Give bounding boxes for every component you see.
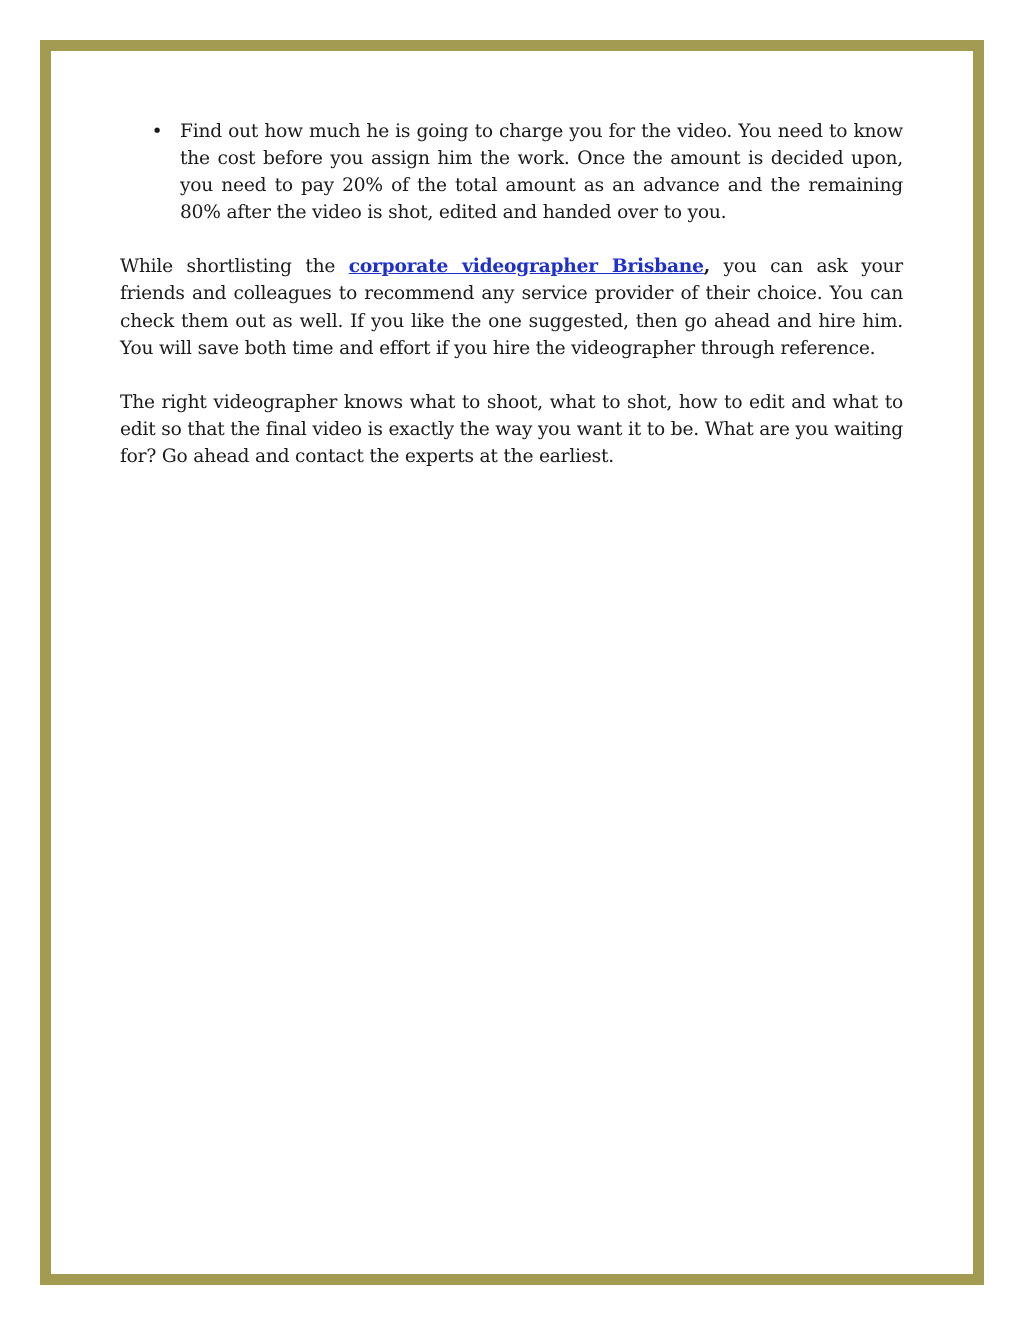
paragraph-text-after-link: you can ask your friends and colleagues to recommend any service provider of their choice. You can check them out as well. If you like the one suggested, then go ahead and hire him. You will save both time and effort if you hire the videographer through reference. bbox=[120, 256, 903, 359]
paragraph-shortlisting bbox=[120, 253, 903, 361]
paragraph-text-before-link: While shortlisting the bbox=[120, 256, 349, 278]
bullet-list bbox=[120, 118, 903, 226]
bullet-icon: • bbox=[151, 121, 163, 142]
document-body bbox=[120, 118, 903, 497]
bullet-text: Find out how much he is going to charge you for the video. You need to know the cost before you assign him the work. Once the amount is decided upon, you need to pay 20% of the total amount as an advance and the remaining 80% after the video is shot, edited and handed over to you. bbox=[180, 121, 903, 224]
link-comma: , bbox=[703, 256, 711, 278]
list-item bbox=[120, 118, 903, 226]
paragraph-right-videographer: The right videographer knows what to shoot, what to shot, how to edit and what to edit so that the final video is exactly the way you want it to be. What are you waiting for? Go ahead and contact the experts at the earliest. bbox=[120, 391, 903, 467]
corporate-videographer-link[interactable]: corporate videographer Brisbane bbox=[348, 256, 704, 278]
